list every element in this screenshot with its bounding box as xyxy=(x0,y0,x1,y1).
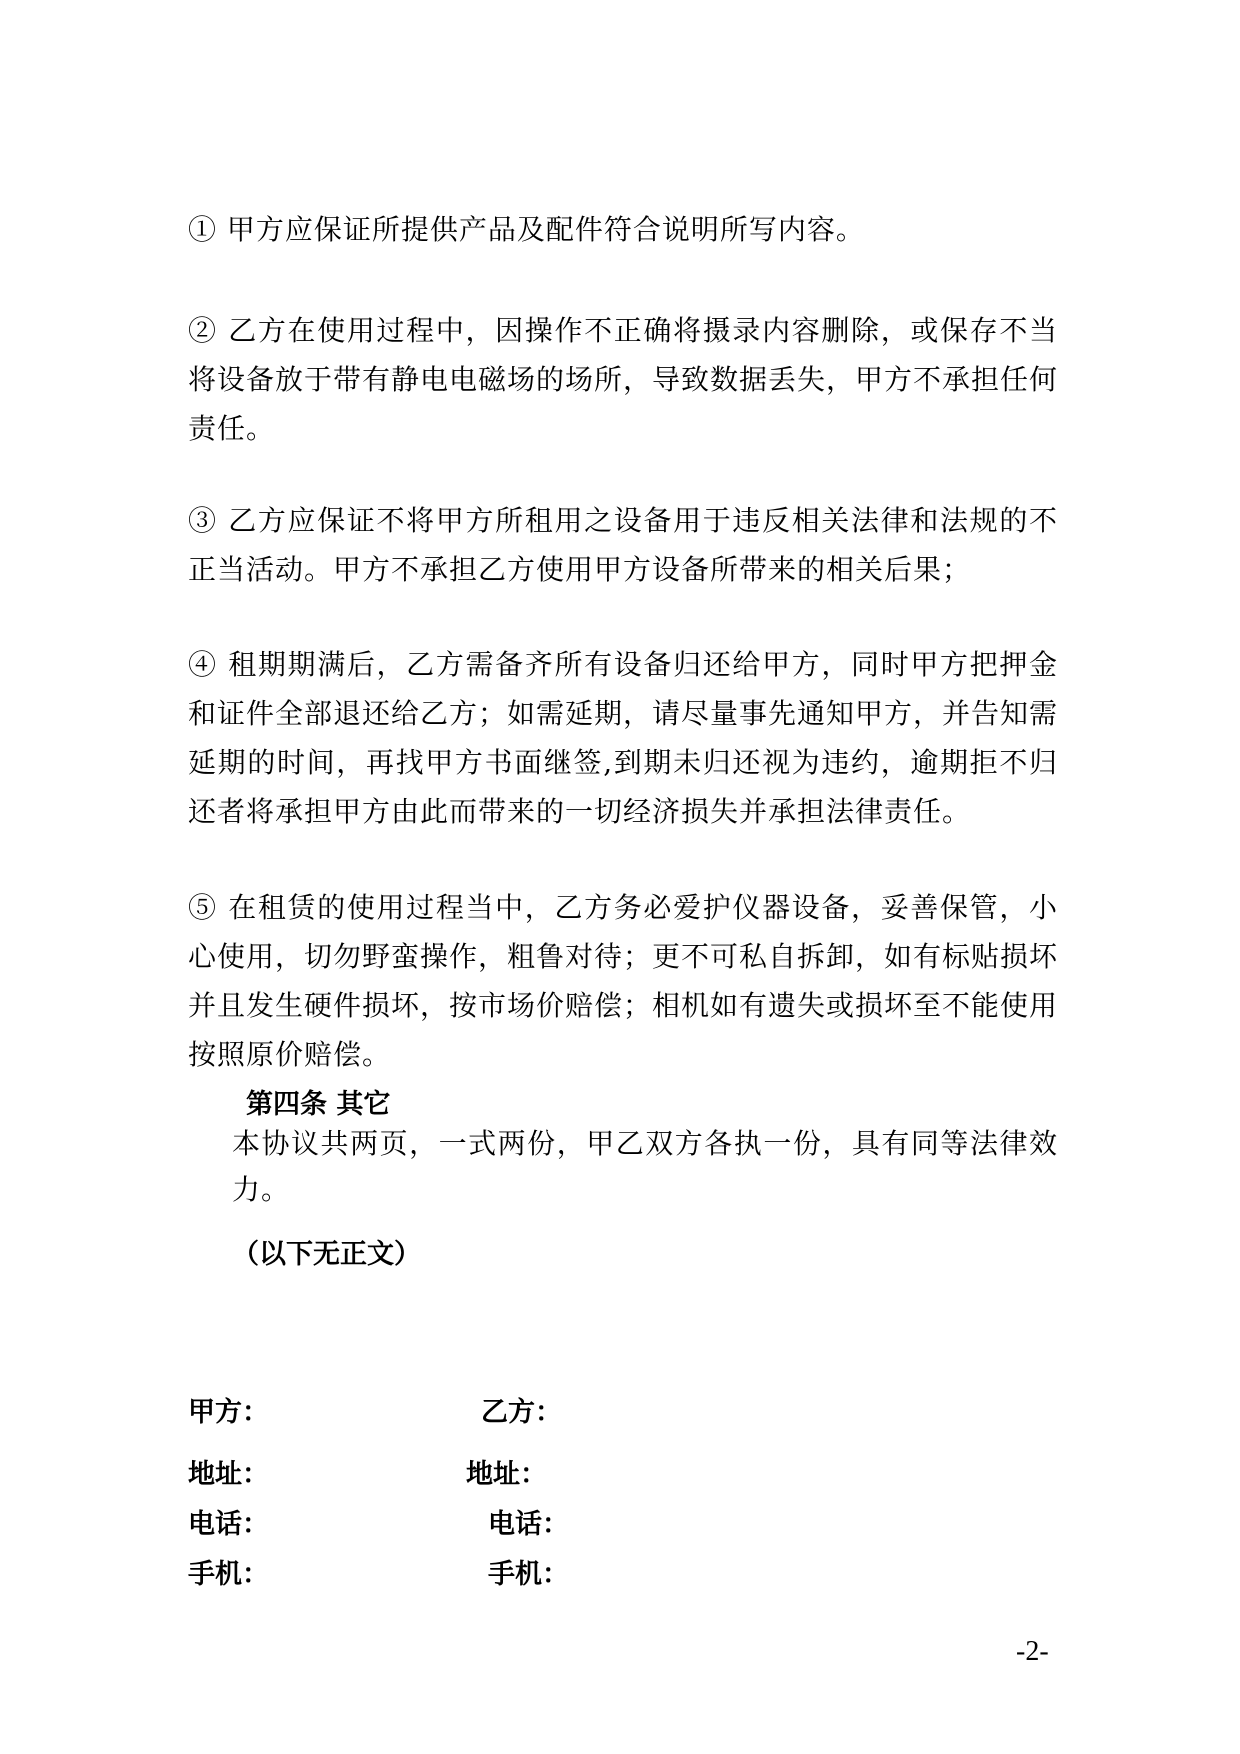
party-a-mobile-label: 手机： xyxy=(188,1559,269,1590)
page-number: -2- xyxy=(1016,1636,1049,1667)
party-b-address-label: 地址： xyxy=(466,1459,547,1490)
party-b-phone-label: 电话： xyxy=(488,1509,569,1540)
party-b-label: 乙方： xyxy=(481,1397,562,1428)
article-4-body: 本协议共两页，一式两份，甲乙双方各执一份，具有同等法律效力。 xyxy=(232,1127,1058,1206)
clause-1-product-conformity: ① 甲方应保证所提供产品及配件符合说明所写内容。 xyxy=(188,213,865,246)
party-a-address-label: 地址： xyxy=(188,1459,269,1490)
party-b-mobile-label: 手机： xyxy=(488,1559,569,1590)
clause-3-lawful-use: ③ 乙方应保证不将甲方所租用之设备用于违反相关法律和法规的不正当活动。甲方不承担乙方使用甲方设备所带来的相关后果； xyxy=(188,504,1058,586)
party-a-label: 甲方： xyxy=(188,1397,269,1428)
party-a-phone-label: 电话： xyxy=(188,1509,269,1540)
clause-5-care-and-compensation: ⑤ 在租赁的使用过程当中，乙方务必爱护仪器设备，妥善保管，小心使用，切勿野蛮操作，粗鲁对待；更不可私自拆卸，如有标贴损坏并且发生硬件损坏，按市场价赔偿；相机如有遗失或损坏至不能使用按照原价赔偿。 xyxy=(188,891,1059,1071)
no-further-text-note: （以下无正文） xyxy=(232,1239,421,1270)
clause-2-data-loss-liability: ② 乙方在使用过程中，因操作不正确将摄录内容删除，或保存不当将设备放于带有静电电磁场的场所，导致数据丢失，甲方不承担任何责任。 xyxy=(188,314,1059,445)
article-4-title: 第四条 其它 xyxy=(246,1089,391,1120)
clause-4-return-and-extension: ④ 租期期满后，乙方需备齐所有设备归还给甲方，同时甲方把押金和证件全部退还给乙方；如需延期，请尽量事先通知甲方，并告知需延期的时间，再找甲方书面继签,到期未归还视为违约，逾期拒不归还者将承担甲方由此而带来的一切经济损失并承担法律责任。 xyxy=(188,648,1059,828)
